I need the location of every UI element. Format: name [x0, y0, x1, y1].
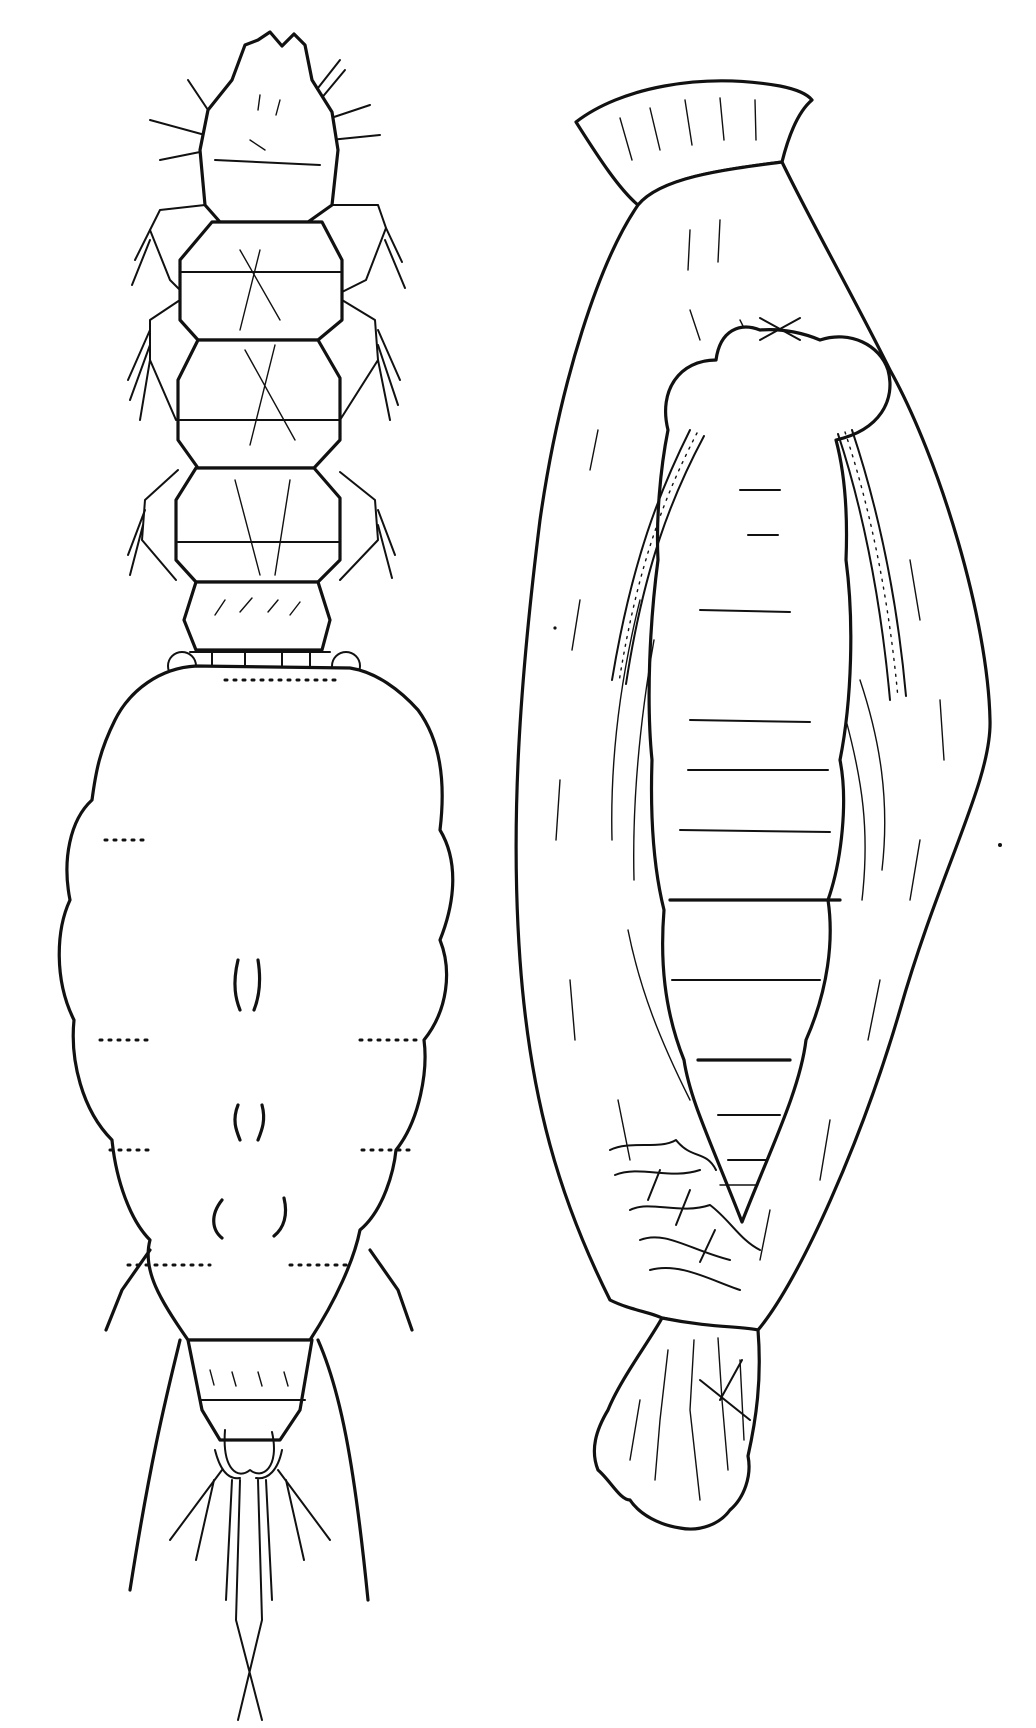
- speck: [998, 843, 1002, 847]
- thorax-segment-2: [178, 340, 340, 468]
- right-specimen: [516, 81, 990, 1529]
- side-appendage-right: [370, 1250, 412, 1330]
- side-appendage-left: [106, 1250, 150, 1330]
- head: [200, 32, 338, 222]
- long-leg-right: [318, 1340, 368, 1600]
- tail-segment: [188, 1340, 312, 1440]
- speck-2: [553, 626, 556, 629]
- long-leg-left: [130, 1340, 180, 1590]
- thorax-segment-1: [180, 222, 342, 340]
- caudal-setae: [170, 1470, 330, 1720]
- left-specimen: [59, 32, 453, 1720]
- thorax-segment-4: [184, 582, 330, 650]
- sac-bottom-stalk: [594, 1318, 759, 1529]
